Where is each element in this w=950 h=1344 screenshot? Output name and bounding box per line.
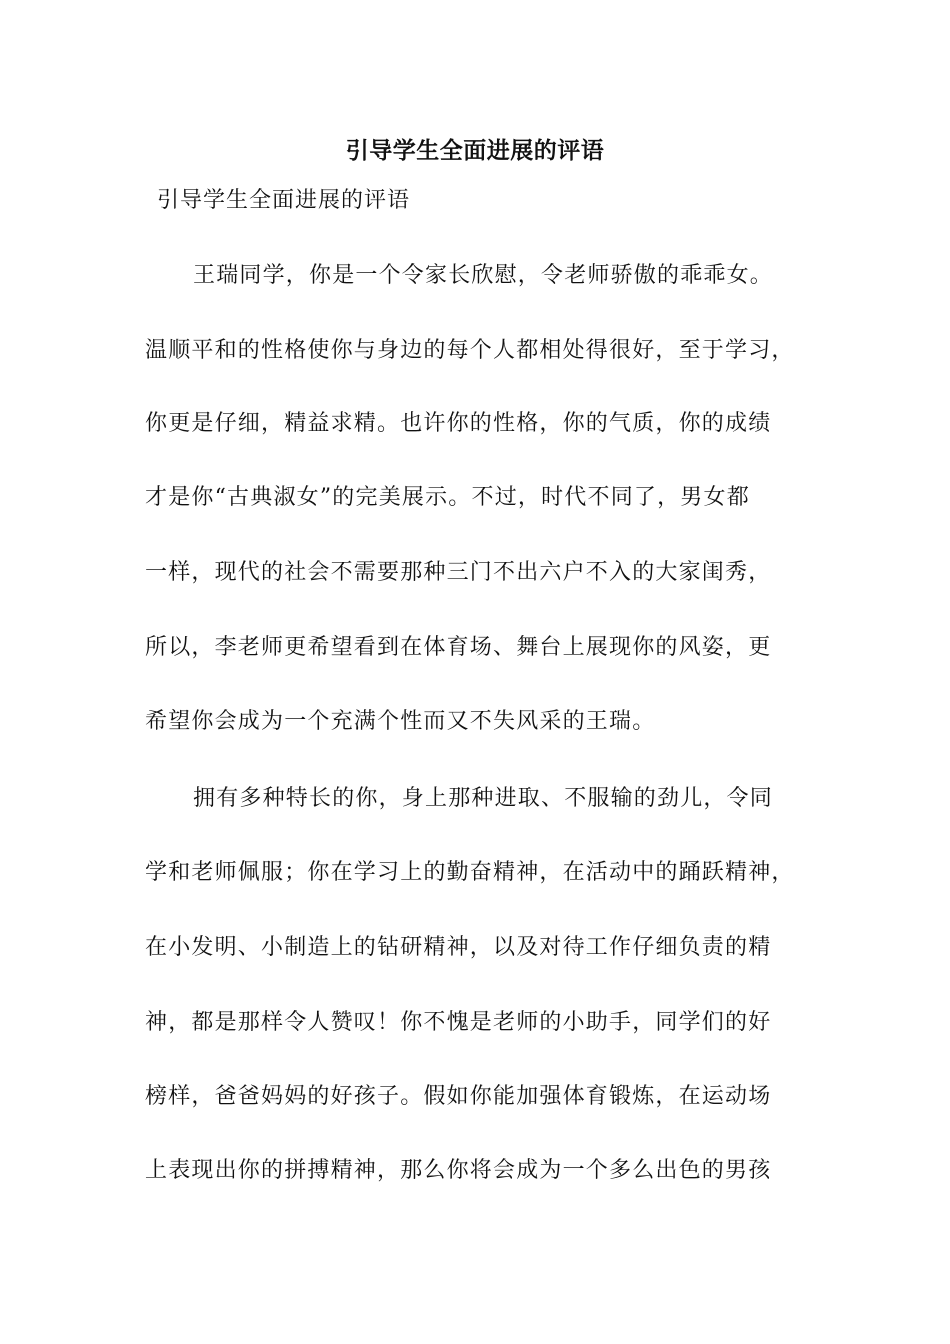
paragraph-1-line-2: 温顺平和的性格使你与身边的每个人都相处得很好，至于学习， [145,338,795,363]
paragraph-1-line-7: 希望你会成为一个充满个性而又不失风采的王瑞。 [145,709,656,734]
paragraph-1-line-5: 一样，现代的社会不需要那种三门不出六户不入的大家闺秀， [145,560,772,585]
paragraph-1-line-6: 所以，李老师更希望看到在体育场、舞台上展现你的风姿，更 [145,635,772,660]
document-subtitle: 引导学生全面进展的评语 [157,188,411,213]
document-title: 引导学生全面进展的评语 [345,137,605,164]
paragraph-2-line-6: 上表现出你的拼搏精神，那么你将会成为一个多么出色的男孩 [145,1158,772,1183]
paragraph-1-line-1: 王瑞同学，你是一个令家长欣慰，令老师骄傲的乖乖女。 [193,263,774,288]
paragraph-2-line-2: 学和老师佩服；你在学习上的勤奋精神，在活动中的踊跃精神， [145,860,795,885]
paragraph-1-line-4: 才是你“古典淑女”的完美展示。不过，时代不同了，男女都 [145,485,750,510]
paragraph-2-line-3: 在小发明、小制造上的钻研精神，以及对待工作仔细负责的精 [145,935,772,960]
paragraph-2-line-4: 神，都是那样令人赞叹！你不愧是老师的小助手，同学们的好 [145,1010,772,1035]
paragraph-1-line-3: 你更是仔细，精益求精。也许你的性格，你的气质，你的成绩 [145,411,772,436]
paragraph-2-line-5: 榜样，爸爸妈妈的好孩子。假如你能加强体育锻炼，在运动场 [145,1084,772,1109]
paragraph-2-line-1: 拥有多种特长的你，身上那种进取、不服输的劲儿，令同 [193,786,774,811]
